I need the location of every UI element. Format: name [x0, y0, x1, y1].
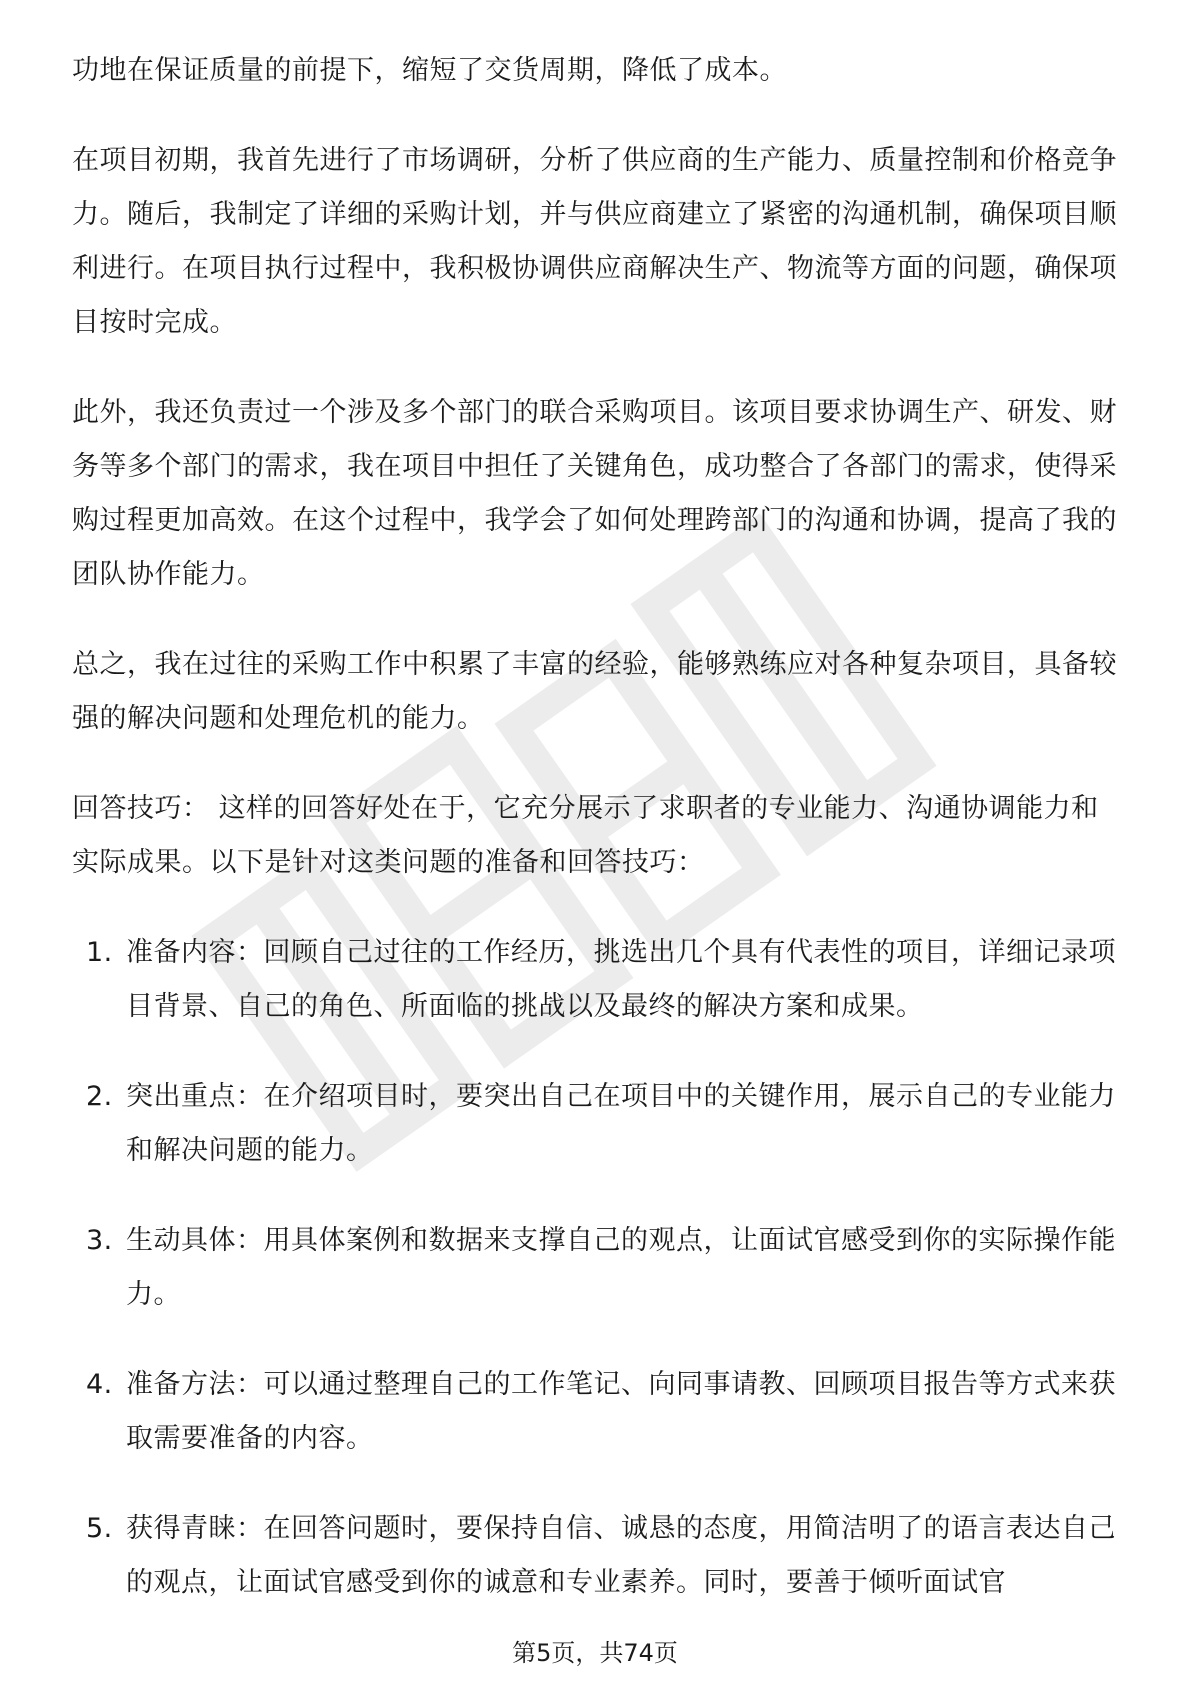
list-number: 3.: [86, 1225, 113, 1256]
page-footer: 第5页，共74页: [512, 1639, 678, 1667]
list-number: 4.: [86, 1369, 113, 1400]
list-number: 1.: [86, 937, 113, 968]
document-body: [72, 44, 1122, 1646]
list-item: [72, 1502, 1122, 1610]
tips-list: [72, 926, 1122, 1610]
list-item: [72, 1070, 1122, 1178]
paragraph: 此外，我还负责过一个涉及多个部门的联合采购项目。该项目要求协调生产、研发、财务等多个部门的需求，我在项目中担任了关键角色，成功整合了各部门的需求，使得采购过程更加高效。在这个过程中，我学会了如何处理跨部门的沟通和协调，提高了我的团队协作能力。: [72, 397, 1117, 590]
list-number: 2.: [86, 1081, 113, 1112]
list-number: 5.: [86, 1513, 113, 1544]
list-item-text: 生动具体：用具体案例和数据来支撑自己的观点，让面试官感受到你的实际操作能力。: [126, 1225, 1116, 1310]
list-item: [72, 1214, 1122, 1322]
list-item: [72, 926, 1122, 1034]
list-item: [72, 1358, 1122, 1466]
list-item-text: 准备方法：可以通过整理自己的工作笔记、向同事请教、回顾项目报告等方式来获取需要准备的内容。: [126, 1369, 1116, 1454]
list-item-text: 获得青睐：在回答问题时，要保持自信、诚恳的态度，用简洁明了的语言表达自己的观点，让面试官感受到你的诚意和专业素养。同时，要善于倾听面试官: [126, 1513, 1116, 1598]
paragraph: 总之，我在过往的采购工作中积累了丰富的经验，能够熟练应对各种复杂项目，具备较强的解决问题和处理危机的能力。: [72, 649, 1117, 734]
paragraph: 在项目初期，我首先进行了市场调研，分析了供应商的生产能力、质量控制和价格竞争力。随后，我制定了详细的采购计划，并与供应商建立了紧密的沟通机制，确保项目顺利进行。在项目执行过程中，我积极协调供应商解决生产、物流等方面的问题，确保项目按时完成。: [72, 145, 1117, 338]
paragraph: 功地在保证质量的前提下，缩短了交货周期，降低了成本。: [72, 55, 787, 86]
list-item-text: 准备内容：回顾自己过往的工作经历，挑选出几个具有代表性的项目，详细记录项目背景、自己的角色、所面临的挑战以及最终的解决方案和成果。: [126, 937, 1116, 1022]
answer-tips-intro: 回答技巧： 这样的回答好处在于，它充分展示了求职者的专业能力、沟通协调能力和实际成果。以下是针对这类问题的准备和回答技巧：: [72, 793, 1099, 878]
list-item-text: 突出重点：在介绍项目时，要突出自己在项目中的关键作用，展示自己的专业能力和解决问题的能力。: [126, 1081, 1116, 1166]
